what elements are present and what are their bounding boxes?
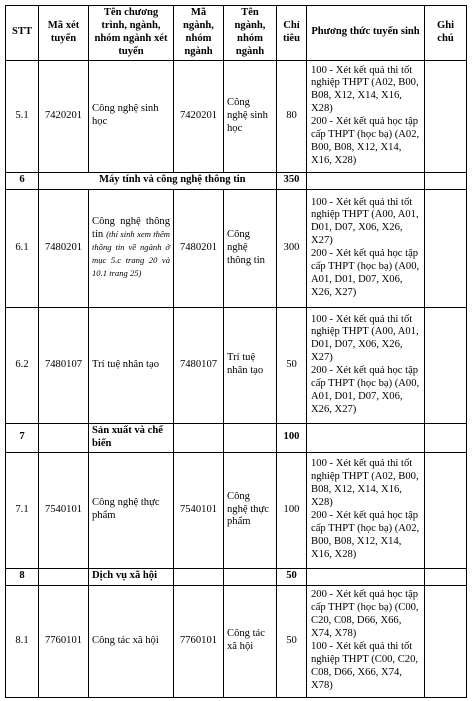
ma-xet-tuyen-cell: 7760101 [39, 585, 89, 697]
group-empty-cell [224, 568, 277, 585]
ma-xet-tuyen-cell: 7420201 [39, 60, 89, 172]
method-100: 100 - Xét kết quả thi tốt nghiệp THPT (A02, B00, B08, X12, X14, X16, X28) [311, 64, 419, 115]
program-name-cell [89, 189, 174, 307]
method-100: 100 - Xét kết quả thi tốt nghiệp THPT (A00, A01, D01, D07, X06, X26, X27) [311, 196, 419, 247]
table-row [6, 452, 467, 568]
group-stt-cell: 8 [6, 568, 39, 585]
method-200: 200 - Xét kết quả học tập cấp THPT (học bạ) (C00, C20, C08, D66, X66, X74, X78) [311, 589, 419, 640]
ten-nganh-cell: Công nghệ thông tin [224, 189, 277, 307]
table-row [6, 585, 467, 697]
header-ma-xet-tuyen: Mã xét tuyển [39, 6, 89, 61]
group-ghi-chu-cell [425, 423, 467, 452]
method-100: 100 - Xét kết quả thi tốt nghiệp THPT (A02, B00, B08, X12, X14, X16, X28) [311, 458, 419, 509]
table-row [6, 60, 467, 172]
admission-table-wrapper [5, 5, 467, 698]
ten-nganh-cell: Trí tuệ nhân tạo [224, 307, 277, 423]
ghi-chu-cell [425, 189, 467, 307]
admission-table [5, 5, 467, 698]
ten-nganh-cell: Công nghệ thực phẩm [224, 452, 277, 568]
header-phuong-thuc: Phương thức tuyển sinh [307, 6, 425, 61]
method-cell [307, 60, 425, 172]
ghi-chu-cell [425, 60, 467, 172]
header-ten-chuong-trinh: Tên chương trình, ngành, nhóm ngành xét tuyển [89, 6, 174, 61]
group-empty-cell [174, 568, 224, 585]
group-method-cell [307, 423, 425, 452]
ma-xet-tuyen-cell: 7480107 [39, 307, 89, 423]
ma-nganh-cell: 7540101 [174, 452, 224, 568]
group-row [6, 423, 467, 452]
method-100: 100 - Xét kết quả thi tốt nghiệp THPT (A00, A01, D01, D07, X06, X26, X27) [311, 313, 419, 364]
program-name-cell: Công nghệ thực phẩm [89, 452, 174, 568]
ghi-chu-cell [425, 585, 467, 697]
method-200: 200 - Xét kết quả học tập cấp THPT (học bạ) (A00, A01, D01, D07, X06, X26, X27) [311, 248, 420, 298]
stt-cell: 5.1 [6, 60, 39, 172]
ma-nganh-cell: 7420201 [174, 60, 224, 172]
group-empty-cell [39, 423, 89, 452]
group-stt-cell: 7 [6, 423, 39, 452]
stt-cell: 8.1 [6, 585, 39, 697]
group-row [6, 568, 467, 585]
ma-nganh-cell: 7480107 [174, 307, 224, 423]
header-row [6, 6, 467, 61]
group-name-cell: Máy tính và công nghệ thông tin [39, 172, 277, 189]
table-row [6, 307, 467, 423]
chi-tieu-cell: 80 [277, 60, 307, 172]
header-chi-tieu: Chỉ tiêu [277, 6, 307, 61]
group-row [6, 172, 467, 189]
ma-nganh-cell: 7480201 [174, 189, 224, 307]
chi-tieu-cell: 50 [277, 585, 307, 697]
method-cell [307, 189, 425, 307]
method-cell [307, 452, 425, 568]
program-name-cell: Công tác xã hội [89, 585, 174, 697]
table-row [6, 189, 467, 307]
header-ten-nganh: Tên ngành, nhóm ngành [224, 6, 277, 61]
program-name-cell: Trí tuệ nhân tạo [89, 307, 174, 423]
method-200: 200 - Xét kết quả học tập cấp THPT (học bạ) (A02, B00, B08, X12, X14, X16, X28) [311, 116, 420, 166]
ma-nganh-cell: 7760101 [174, 585, 224, 697]
stt-cell: 6.2 [6, 307, 39, 423]
program-name-cell: Công nghệ sinh học [89, 60, 174, 172]
group-ghi-chu-cell [425, 568, 467, 585]
group-method-cell [307, 568, 425, 585]
chi-tieu-cell: 300 [277, 189, 307, 307]
group-empty-cell [39, 568, 89, 585]
group-empty-cell [174, 423, 224, 452]
method-100: 100 - Xét kết quả thi tốt nghiệp THPT (C00, C20, C08, D66, X66, X74, X78) [311, 641, 419, 691]
chi-tieu-cell: 50 [277, 307, 307, 423]
group-method-cell [307, 172, 425, 189]
group-empty-cell [224, 423, 277, 452]
stt-cell: 6.1 [6, 189, 39, 307]
group-name-cell: Dịch vụ xã hội [89, 568, 174, 585]
program-name: Công nghệ thông tin [92, 215, 170, 240]
program-note: (thí sinh xem thêm thông tin về ngành ở mục 5.c trang 20 và 10.1 trang 25) [92, 228, 170, 278]
stt-cell: 7.1 [6, 452, 39, 568]
method-cell [307, 585, 425, 697]
header-ghi-chu: Ghi chú [425, 6, 467, 61]
group-ghi-chu-cell [425, 172, 467, 189]
method-200: 200 - Xét kết quả học tập cấp THPT (học bạ) (A02, B00, B08, X12, X14, X16, X28) [311, 510, 420, 560]
header-stt: STT [6, 6, 39, 61]
group-chi-tieu-cell: 50 [277, 568, 307, 585]
group-chi-tieu-cell: 350 [277, 172, 307, 189]
ghi-chu-cell [425, 307, 467, 423]
header-ma-nganh: Mã ngành, nhóm ngành [174, 6, 224, 61]
method-cell [307, 307, 425, 423]
ten-nganh-cell: Công nghệ sinh học [224, 60, 277, 172]
ma-xet-tuyen-cell: 7480201 [39, 189, 89, 307]
ghi-chu-cell [425, 452, 467, 568]
method-200: 200 - Xét kết quả học tập cấp THPT (học bạ) (A00, A01, D01, D07, X06, X26, X27) [311, 365, 420, 415]
group-stt-cell: 6 [6, 172, 39, 189]
group-chi-tieu-cell: 100 [277, 423, 307, 452]
ten-nganh-cell: Công tác xã hội [224, 585, 277, 697]
chi-tieu-cell: 100 [277, 452, 307, 568]
group-name-cell: Sản xuất và chế biến [89, 423, 174, 452]
ma-xet-tuyen-cell: 7540101 [39, 452, 89, 568]
